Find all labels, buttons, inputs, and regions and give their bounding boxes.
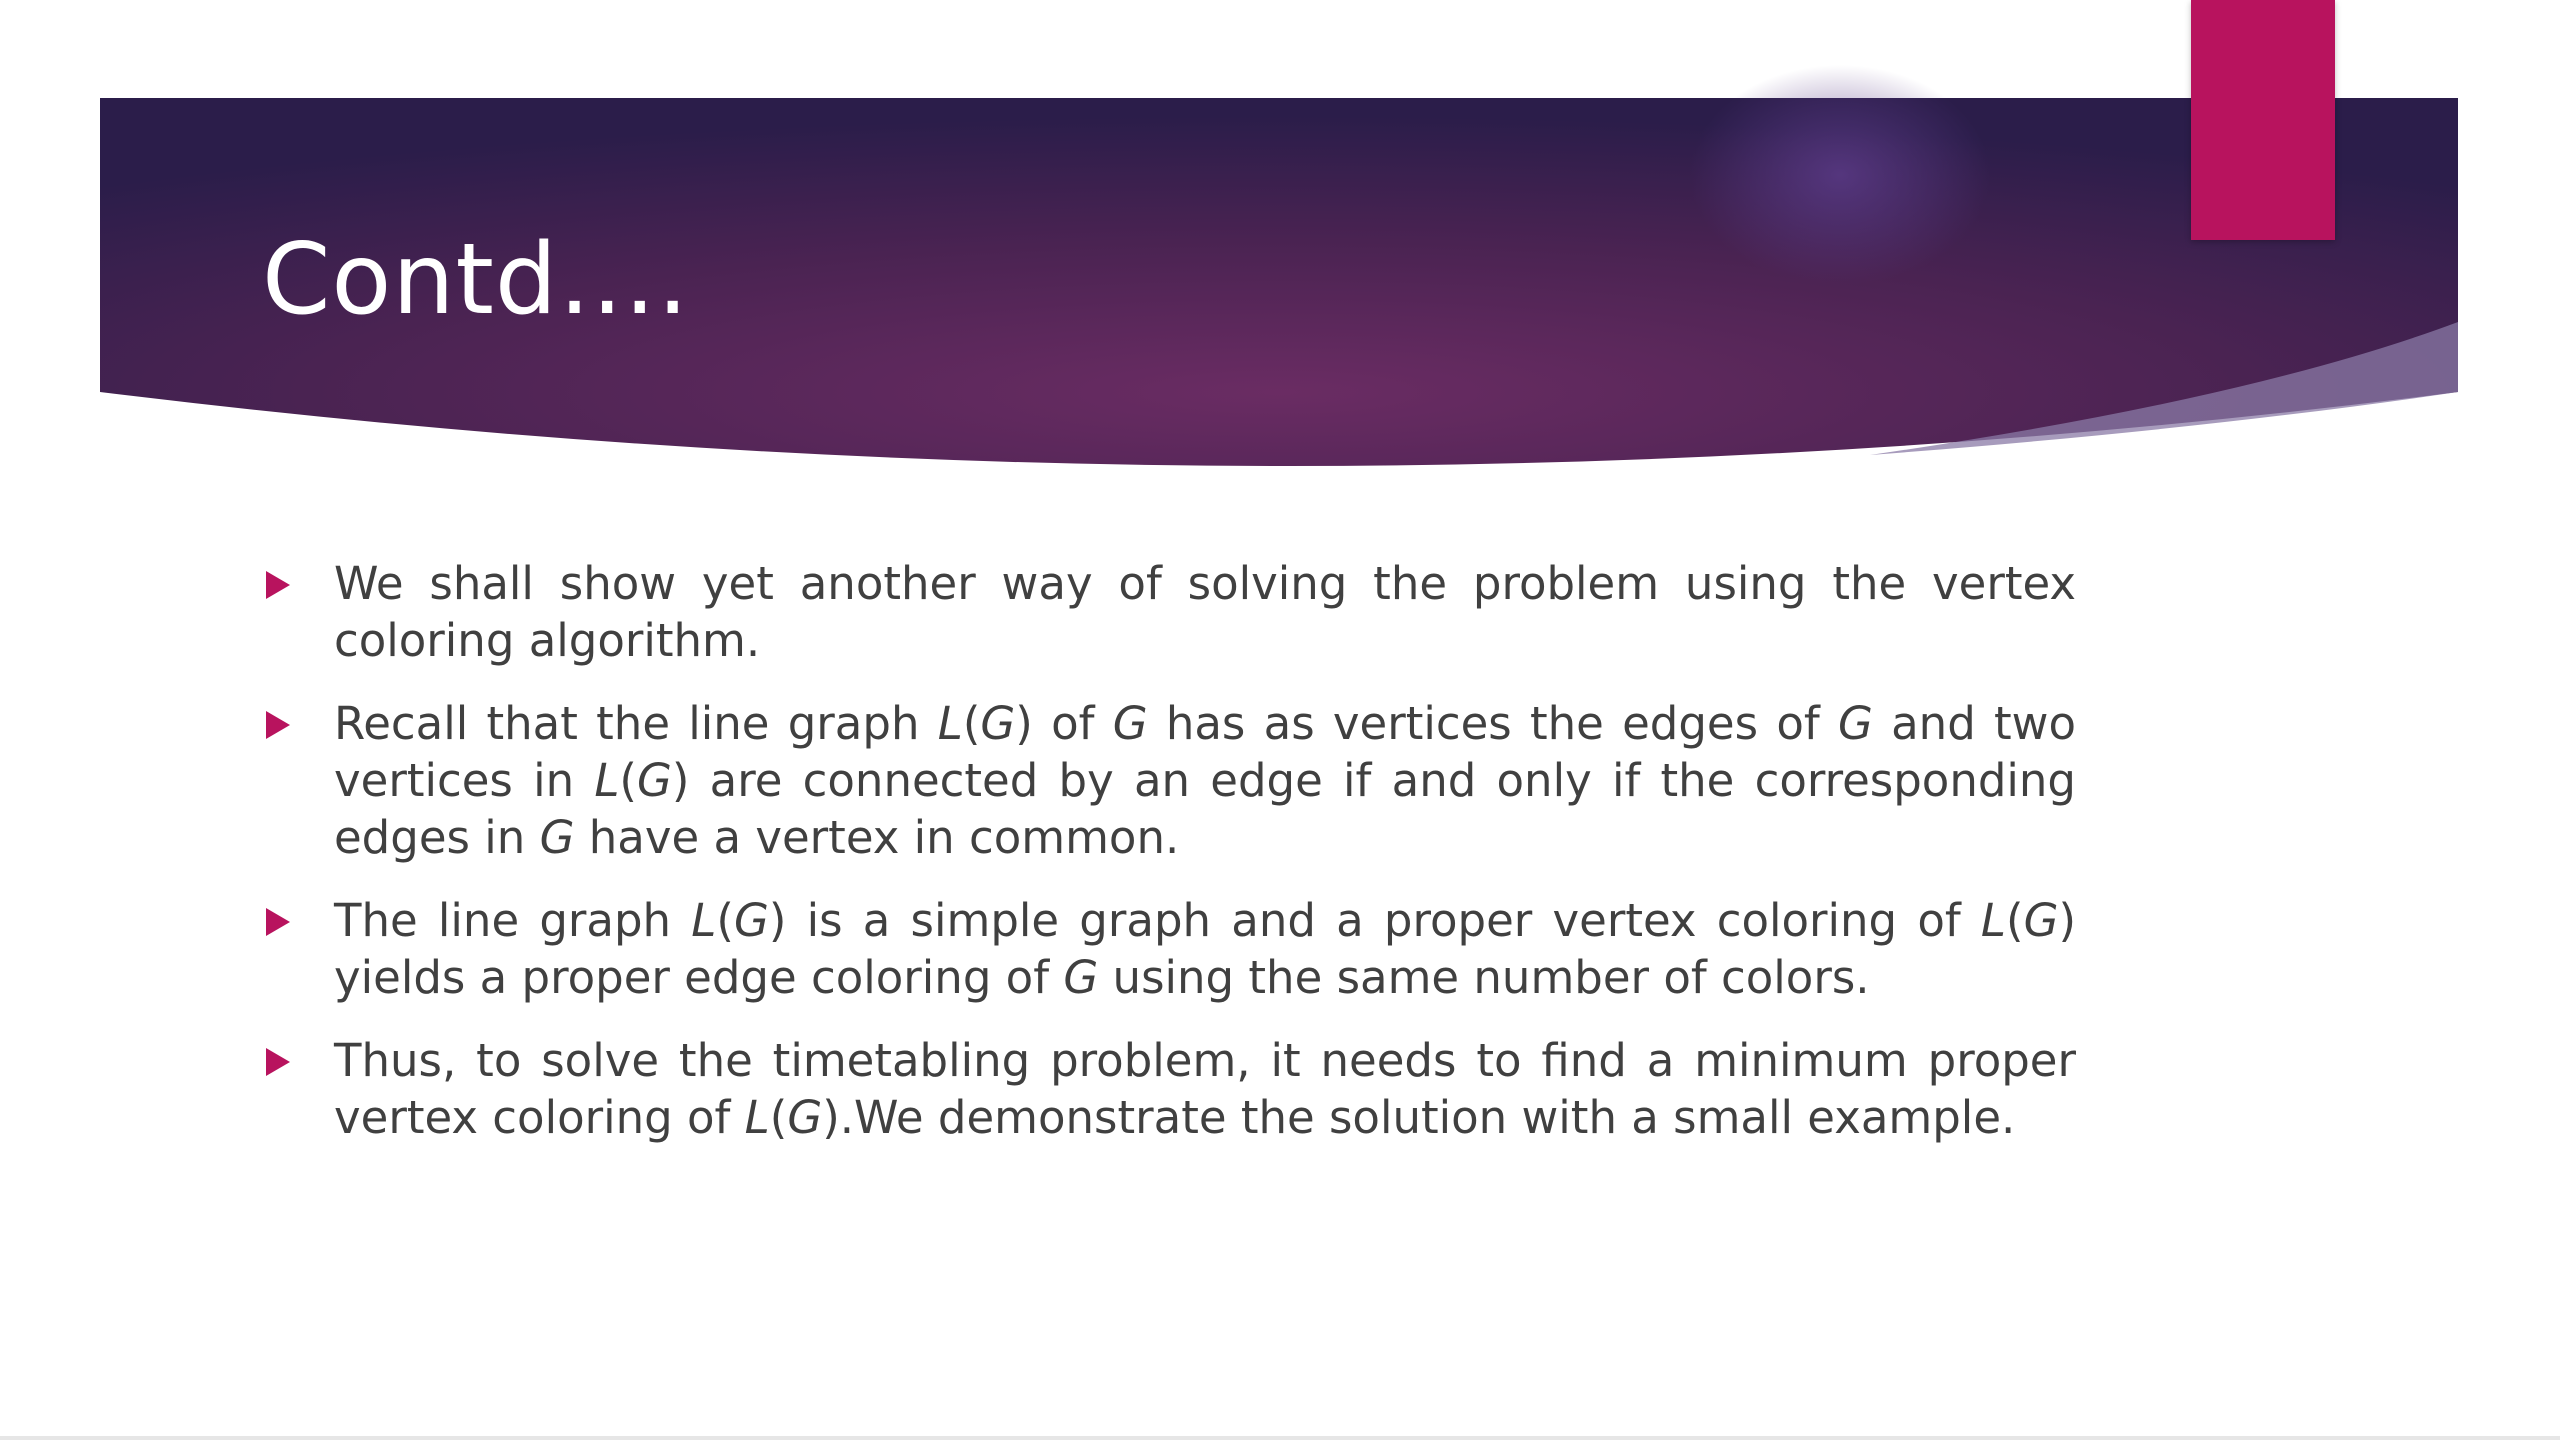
accent-tab [2191, 0, 2335, 240]
bullet-text: ) are connected by an edge if and only if the corresponding edges in [334, 754, 2077, 864]
bullet-math-text: G [539, 811, 575, 864]
bottom-divider [0, 1436, 2560, 1440]
bullet-text: ( [619, 754, 637, 807]
bullet-math-text: G [1063, 951, 1099, 1004]
bullet-item [262, 555, 2076, 669]
bullet-text: and two vertices in [334, 697, 2077, 807]
bullet-list [262, 555, 2076, 1172]
slide-title: Contd…. [262, 223, 690, 337]
bullet-math-text: G [2023, 894, 2059, 947]
banner-glow [1690, 65, 1990, 285]
bullet-math-text: L [937, 697, 963, 750]
bullet-math-text: G [733, 894, 769, 947]
bullet-math-text: L [691, 894, 717, 947]
bullet-math-text: G [1837, 697, 1873, 750]
triangle-bullet-icon [266, 1048, 290, 1076]
bullet-text: ) is a simple graph and a proper vertex coloring of [768, 894, 1981, 947]
bullet-math-text: L [1980, 894, 2006, 947]
bullet-text: We shall show yet another way of solving the problem using the vertex coloring algorithm. [334, 557, 2076, 667]
bullet-text: ).We demonstrate the solution with a small example. [822, 1091, 2016, 1144]
bullet-text: Thus, to solve the timetabling problem, it needs to find a minimum proper vertex coloring of [334, 1034, 2076, 1144]
bullet-text: have a vertex in common. [574, 811, 1180, 864]
triangle-bullet-icon [266, 908, 290, 936]
triangle-bullet-icon [266, 711, 290, 739]
bullet-math-text: G [1112, 697, 1148, 750]
bullet-text: has as vertices the edges of [1147, 697, 1838, 750]
bullet-math-text: L [744, 1091, 770, 1144]
bullet-item [262, 892, 2076, 1006]
bullet-text: ( [769, 1091, 788, 1144]
bullet-text: ( [716, 894, 734, 947]
triangle-bullet-icon [266, 571, 290, 599]
bullet-math-text: L [594, 754, 620, 807]
bullet-text: ( [2006, 894, 2024, 947]
bullet-item [262, 695, 2076, 866]
bullet-text: ) yields a proper edge coloring of [334, 894, 2076, 1004]
bullet-item [262, 1032, 2076, 1146]
bullet-math-text: G [787, 1091, 823, 1144]
bullet-math-text: G [980, 697, 1016, 750]
bullet-math-text: G [636, 754, 672, 807]
bullet-text: using the same number of colors. [1098, 951, 1870, 1004]
bullet-text: ( [962, 697, 981, 750]
bullet-text: Recall that the line graph [334, 697, 938, 750]
bullet-text: The line graph [334, 894, 692, 947]
bullet-text: ) of [1015, 697, 1113, 750]
